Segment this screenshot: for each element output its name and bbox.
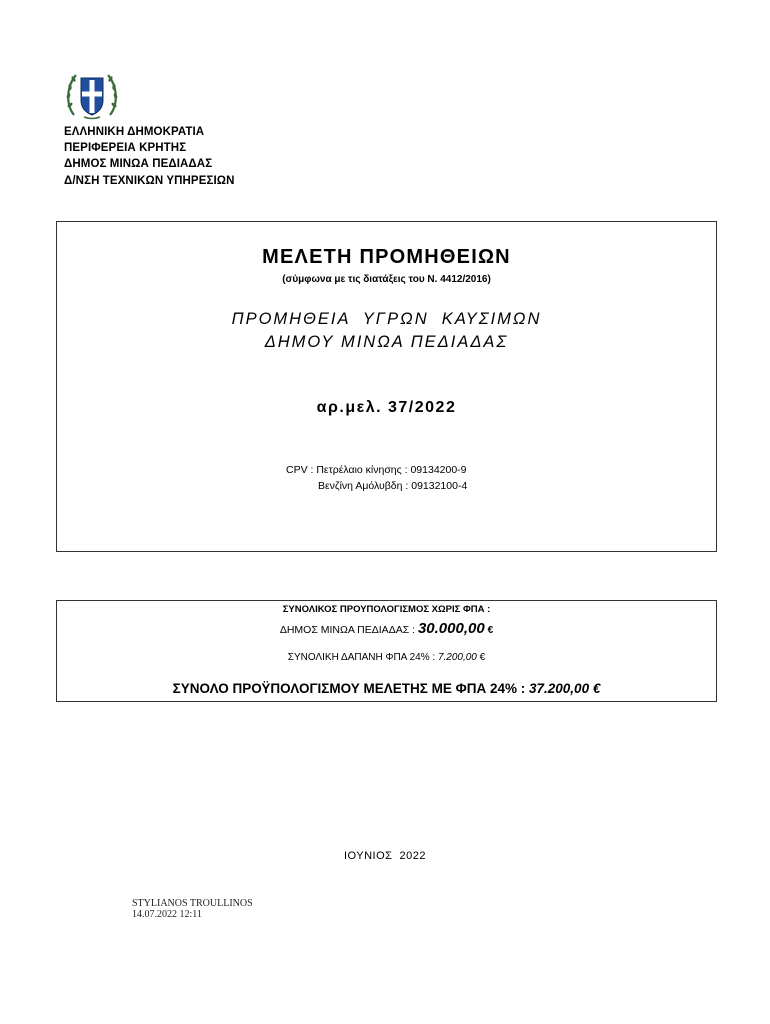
budget-municipality-amount: 30.000,00	[417, 620, 485, 637]
budget-currency: €	[487, 625, 494, 636]
issuer-line-country: ΕΛΛΗΝΙΚΗ ΔΗΜΟΚΡΑΤΙΑ	[64, 126, 205, 138]
study-legal-basis: (σύμφωνα με τις διατάξεις του Ν. 4412/2016)	[282, 274, 491, 285]
digital-signature	[132, 898, 253, 920]
signature-name: STYLIANOS TROULLINOS	[132, 898, 253, 909]
hellenic-republic-emblem-icon	[64, 69, 120, 121]
issuer-line-municipality: ΔΗΜΟΣ ΜΙΝΩΑ ΠΕΔΙΑΔΑΣ	[64, 158, 213, 171]
budget-heading: ΣΥΝΟΛΙΚΟΣ ΠΡΟΥΠΟΛΟΓΙΣΜΟΣ ΧΩΡΙΣ ΦΠΑ :	[282, 604, 491, 615]
study-title: ΜΕΛΕΤΗ ΠΡΟΜΗΘΕΙΩΝ	[262, 246, 511, 268]
study-subject-line-1: ΠΡΟΜΗΘΕΙΑ ΥΓΡΩΝ ΚΑΥΣΙΜΩΝ	[231, 310, 542, 328]
issuer-line-department: Δ/ΝΣΗ ΤΕΧΝΙΚΩΝ ΥΠΗΡΕΣΙΩΝ	[64, 174, 235, 187]
budget-total-label: ΣΥΝΟΛΟ ΠΡΟΫΠΟΛΟΓΙΣΜΟΥ ΜΕΛΕΤΗΣ ΜΕ ΦΠΑ 24% :	[172, 681, 526, 696]
budget-vat-amount: 7.200,00	[437, 652, 477, 663]
cpv-unleaded-petrol: Βενζίνη Αμόλυβδη : 09132100-4	[318, 480, 468, 492]
issuer-block	[64, 124, 235, 189]
cpv-diesel: CPV : Πετρέλαιο κίνησης : 09134200-9	[286, 464, 467, 476]
budget-vat-row	[57, 652, 716, 663]
budget-total-row	[57, 681, 716, 696]
budget-municipality-row	[57, 620, 716, 637]
budget-municipality-label: ΔΗΜΟΣ ΜΙΝΩΑ ΠΕΔΙΑΔΑΣ :	[279, 624, 416, 636]
budget-box	[56, 600, 717, 702]
budget-vat-label: ΣΥΝΟΛΙΚΗ ΔΑΠΑΝΗ ΦΠΑ 24% :	[287, 652, 436, 663]
issuer-line-region: ΠΕΡΙΦΕΡΕΙΑ ΚΡΗΤΗΣ	[64, 142, 187, 155]
signature-timestamp: 14.07.2022 12:11	[132, 909, 202, 920]
study-subject-line-2: ΔΗΜΟΥ ΜΙΝΩΑ ΠΕΔΙΑΔΑΣ	[264, 333, 509, 351]
study-number: αρ.μελ. 37/2022	[316, 399, 457, 416]
budget-vat-currency: €	[479, 652, 486, 663]
study-title-box	[56, 221, 717, 552]
budget-total-amount: 37.200,00 €	[529, 681, 601, 696]
document-date: ΙΟΥΝΙΟΣ 2022	[343, 850, 427, 862]
